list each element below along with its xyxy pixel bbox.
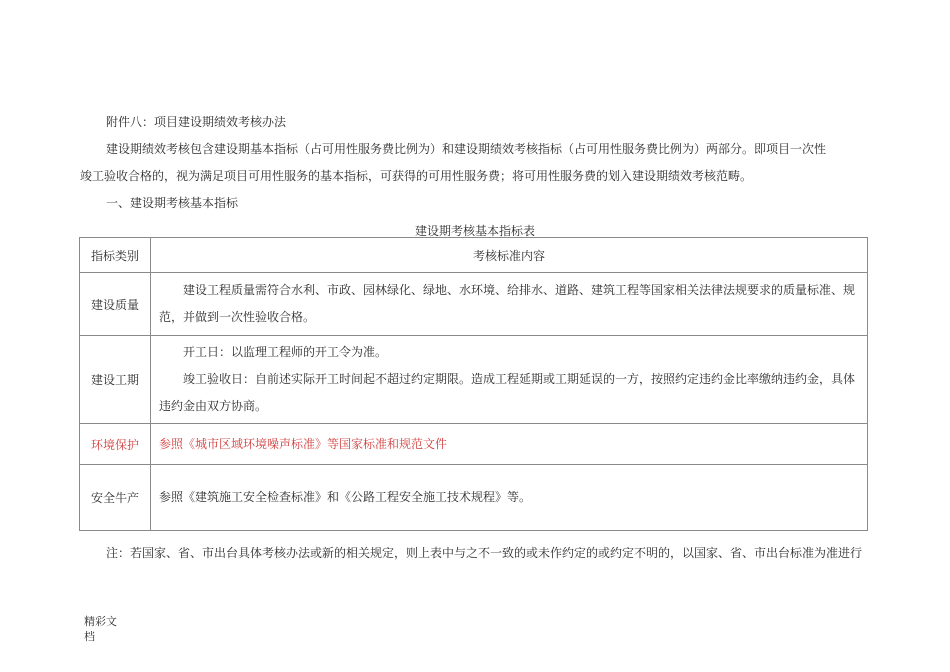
- row-content-line: 参照《城市区域环境噪声标准》等国家标准和规范文件: [159, 436, 448, 451]
- table-row: [80, 465, 868, 531]
- row-content-line: 建设工程质量需符合水利、市政、园林绿化、绿地、水环境、给排水、道路、建筑工程等国家相关法律法规要求的质量标准、规: [183, 283, 856, 297]
- table-note: 注：若国家、省、市出台具体考核办法或新的相关规定，则上表中与之不一致的或未作约定的或约定不明的，以国家、省、市出台标准为准进行: [106, 546, 863, 560]
- table-row: [80, 336, 868, 424]
- row-category: 建设工期: [80, 336, 151, 424]
- row-content: [151, 273, 868, 336]
- row-category: 安全牛产: [80, 465, 151, 531]
- table-row: [80, 273, 868, 336]
- header-content: 考核标准内容: [151, 238, 868, 273]
- metrics-table: [79, 237, 868, 531]
- table-row: [80, 424, 868, 465]
- footer-text: 档: [84, 630, 95, 643]
- table-header-row: [80, 238, 868, 273]
- attachment-title: 附件八：项目建设期绩效考核办法: [106, 115, 287, 129]
- table-caption: 建设期考核基本指标表: [414, 224, 535, 238]
- row-content: [151, 336, 868, 424]
- section-heading: 一、建设期考核基本指标: [106, 196, 239, 210]
- row-content: [151, 424, 868, 465]
- row-content-line: 开工日：以监理工程师的开工令为准。: [183, 345, 388, 359]
- header-category: 指标类别: [80, 238, 151, 273]
- row-content-line: 范，并做到一次性验收合格。: [159, 310, 316, 324]
- intro-paragraph-line-2: 竣工验收合格的，视为满足项目可用性服务的基本指标，可获得的可用性服务费；将可用性服务费的划入建设期绩效考核范畴。: [80, 169, 753, 183]
- row-content: [151, 465, 868, 531]
- row-content-line: 违约金由双方协商。: [159, 399, 268, 413]
- intro-paragraph-line-1: 建设期绩效考核包含建设期基本指标（占可用性服务费比例为）和建设期绩效考核指标（占可用性服务费比例为）两部分。即项目一次性: [106, 142, 827, 156]
- row-category: 环境保护: [80, 424, 151, 465]
- row-content-line: 参照《建筑施工安全检查标准》和《公路工程安全施工技术规程》等。: [159, 490, 532, 504]
- row-content-line: 竣工验收日：自前述实际开工时间起不超过约定期限。造成工程延期或工期延误的一方，按照约定违约金比率缴纳违约金，具体: [183, 372, 856, 386]
- footer-text: 精彩文: [84, 615, 117, 628]
- row-category: 建设质量: [80, 273, 151, 336]
